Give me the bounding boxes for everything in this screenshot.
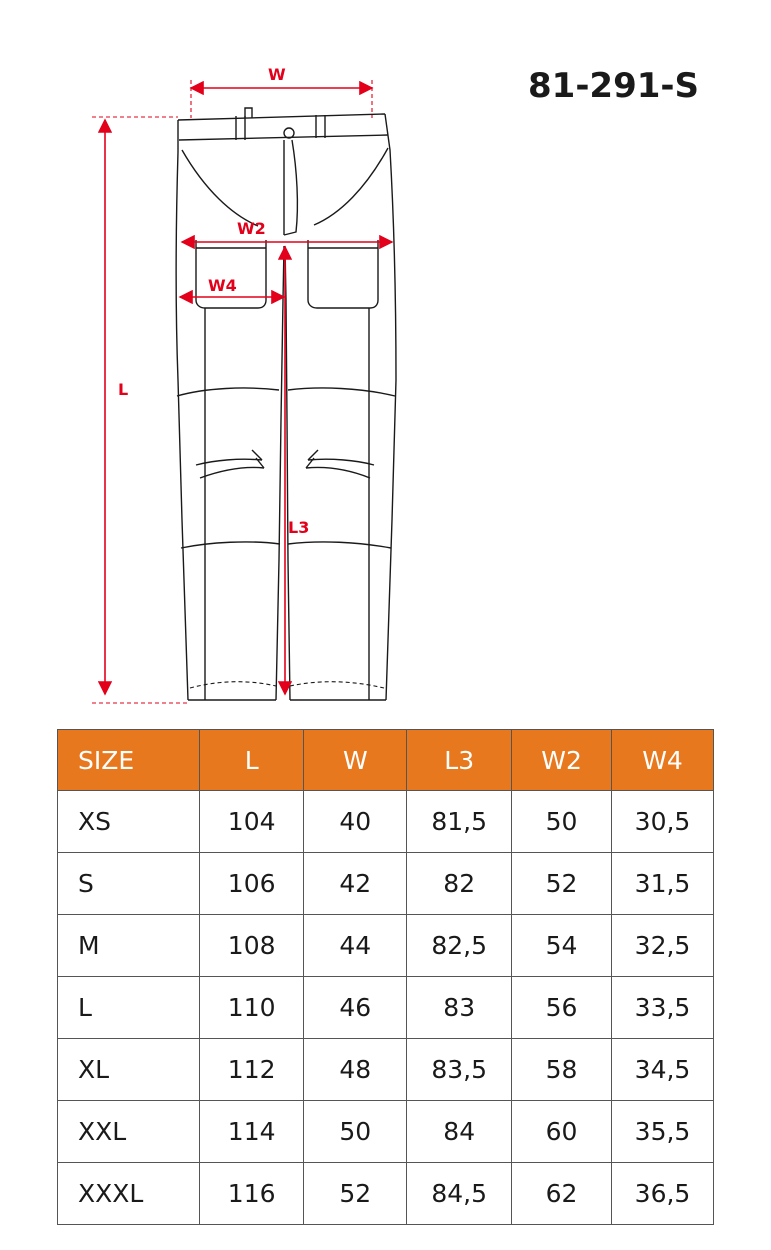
cell-w2: 54 [512, 915, 612, 977]
cell-l: 106 [200, 853, 304, 915]
cell-w4: 36,5 [612, 1163, 714, 1225]
table-header-size: SIZE [58, 730, 200, 791]
cell-l: 108 [200, 915, 304, 977]
table-row [58, 915, 714, 977]
cell-l3: 83 [407, 977, 512, 1039]
cell-size: M [58, 915, 200, 977]
table-header-l3: L3 [407, 730, 512, 791]
cell-size: XXL [58, 1101, 200, 1163]
trousers-outline [176, 108, 396, 700]
size-table [57, 729, 714, 1225]
cell-w: 44 [304, 915, 407, 977]
cell-w: 50 [304, 1101, 407, 1163]
cell-w4: 35,5 [612, 1101, 714, 1163]
cell-size: XS [58, 791, 200, 853]
cell-l3: 84 [407, 1101, 512, 1163]
cell-size: S [58, 853, 200, 915]
cell-w4: 32,5 [612, 915, 714, 977]
cell-w: 46 [304, 977, 407, 1039]
product-code: 81-291-S [528, 66, 699, 106]
table-header-w: W [304, 730, 407, 791]
table-header-w2: W2 [512, 730, 612, 791]
cell-w2: 60 [512, 1101, 612, 1163]
dimension-label-l: L [118, 380, 129, 399]
cell-l: 110 [200, 977, 304, 1039]
cell-l3: 82 [407, 853, 512, 915]
cell-w2: 56 [512, 977, 612, 1039]
cell-w4: 31,5 [612, 853, 714, 915]
dimension-label-w4: W4 [208, 276, 237, 295]
cell-w4: 33,5 [612, 977, 714, 1039]
table-row [58, 1039, 714, 1101]
cell-l3: 82,5 [407, 915, 512, 977]
dimension-label-l3: L3 [288, 518, 310, 537]
table-row [58, 977, 714, 1039]
table-header-row [58, 730, 714, 791]
cell-w: 42 [304, 853, 407, 915]
cell-w: 40 [304, 791, 407, 853]
cell-size: L [58, 977, 200, 1039]
cell-size: XXXL [58, 1163, 200, 1225]
dimension-label-w2: W2 [237, 219, 266, 238]
cell-l3: 83,5 [407, 1039, 512, 1101]
cell-w2: 50 [512, 791, 612, 853]
cell-l: 104 [200, 791, 304, 853]
cell-l3: 81,5 [407, 791, 512, 853]
hem-dashed-lines [190, 682, 384, 688]
table-header-w4: W4 [612, 730, 714, 791]
cell-w4: 30,5 [612, 791, 714, 853]
cell-l3: 84,5 [407, 1163, 512, 1225]
cell-size: XL [58, 1039, 200, 1101]
table-header-l: L [200, 730, 304, 791]
cell-l: 114 [200, 1101, 304, 1163]
cell-w4: 34,5 [612, 1039, 714, 1101]
dimension-guide-lines [92, 80, 372, 703]
table-row [58, 853, 714, 915]
cell-w: 48 [304, 1039, 407, 1101]
cell-l: 112 [200, 1039, 304, 1101]
table-row [58, 1101, 714, 1163]
cell-w2: 52 [512, 853, 612, 915]
table-row [58, 791, 714, 853]
table-row [58, 1163, 714, 1225]
table-body [58, 791, 714, 1225]
dimension-label-w: W [268, 65, 286, 84]
cell-w2: 62 [512, 1163, 612, 1225]
cell-w: 52 [304, 1163, 407, 1225]
cell-l: 116 [200, 1163, 304, 1225]
cell-w2: 58 [512, 1039, 612, 1101]
